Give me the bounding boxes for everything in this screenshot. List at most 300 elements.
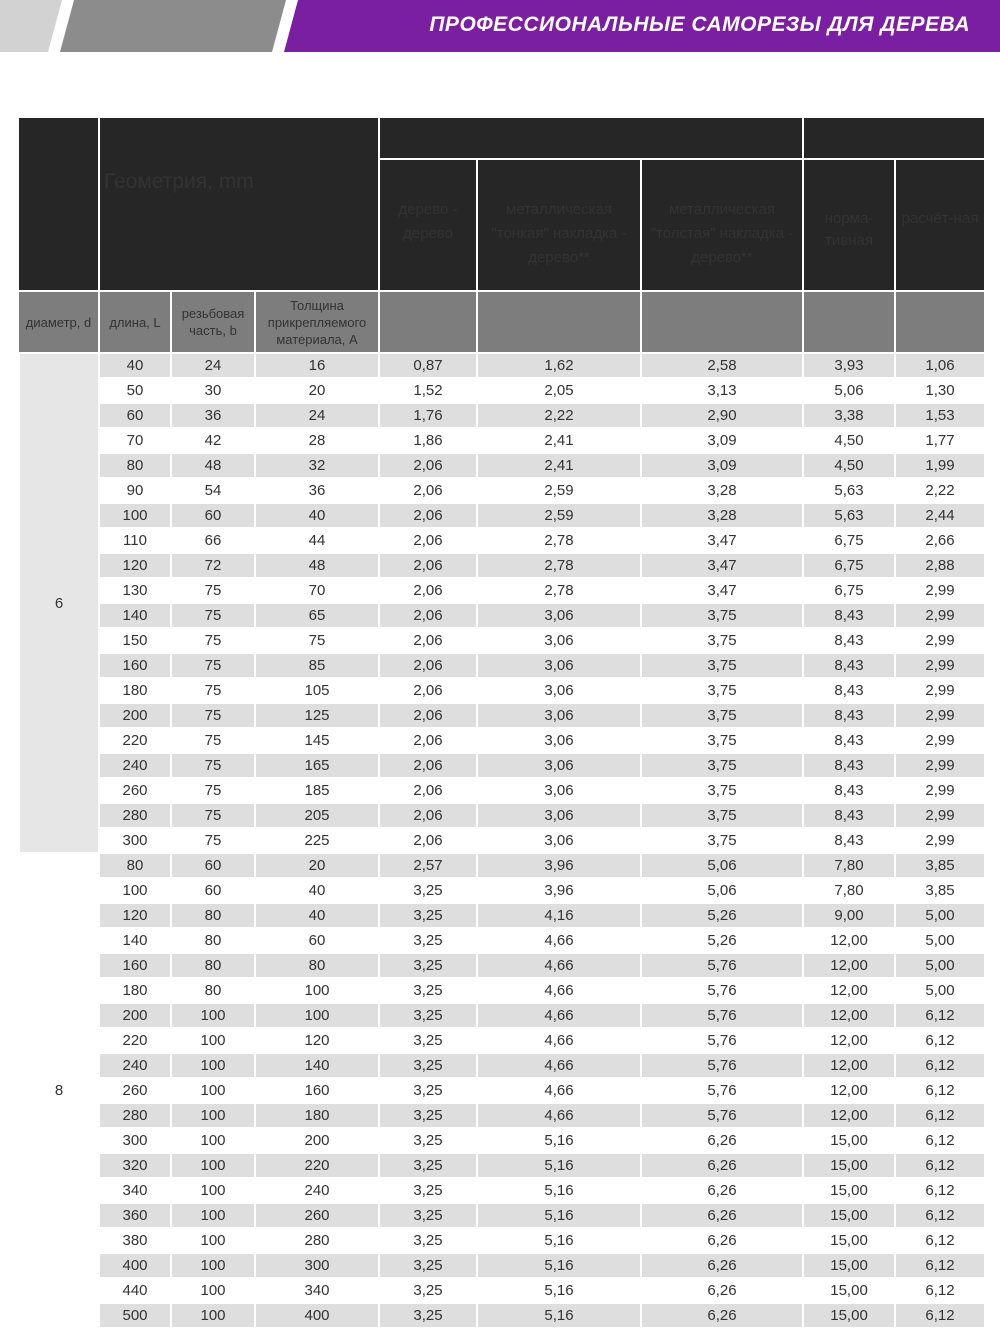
cell-normative: 15,00 <box>803 1253 895 1278</box>
geometry-header: Геометрия, mm <box>99 118 379 291</box>
cell-thickness: 260 <box>255 1203 379 1228</box>
cell-normative: 12,00 <box>803 1003 895 1028</box>
cell-thickness: 20 <box>255 853 379 878</box>
cell-length: 360 <box>99 1203 171 1228</box>
cell-thin-plate: 5,16 <box>477 1178 641 1203</box>
cell-thread: 75 <box>171 628 255 653</box>
col-blank-4 <box>803 291 895 353</box>
cell-calculated: 6,12 <box>895 1128 985 1153</box>
cell-normative: 12,00 <box>803 928 895 953</box>
cell-wood-wood: 2,06 <box>379 828 477 853</box>
cell-thickness: 100 <box>255 1003 379 1028</box>
cell-length: 500 <box>99 1303 171 1328</box>
cell-calculated: 6,12 <box>895 1253 985 1278</box>
cell-thick-plate: 5,06 <box>641 853 803 878</box>
cell-wood-wood: 3,25 <box>379 1078 477 1103</box>
cell-thickness: 16 <box>255 353 379 378</box>
cell-thickness: 105 <box>255 678 379 703</box>
cell-length: 300 <box>99 828 171 853</box>
table-row <box>19 953 985 978</box>
cell-length: 40 <box>99 353 171 378</box>
cell-normative: 4,50 <box>803 428 895 453</box>
cell-thread: 60 <box>171 853 255 878</box>
group-header-left <box>379 118 803 159</box>
cell-calculated: 3,85 <box>895 853 985 878</box>
cell-wood-wood: 3,25 <box>379 1128 477 1153</box>
cell-length: 140 <box>99 928 171 953</box>
cell-wood-wood: 3,25 <box>379 1028 477 1053</box>
cell-normative: 12,00 <box>803 1053 895 1078</box>
cell-thick-plate: 2,90 <box>641 403 803 428</box>
cell-calculated: 2,44 <box>895 503 985 528</box>
cell-wood-wood: 0,87 <box>379 353 477 378</box>
cell-wood-wood: 3,25 <box>379 978 477 1003</box>
cell-thin-plate: 5,16 <box>477 1203 641 1228</box>
cell-thin-plate: 4,66 <box>477 978 641 1003</box>
cell-thin-plate: 5,16 <box>477 1153 641 1178</box>
table-row <box>19 428 985 453</box>
cell-calculated: 6,12 <box>895 1028 985 1053</box>
cell-thin-plate: 3,06 <box>477 753 641 778</box>
cell-normative: 8,43 <box>803 653 895 678</box>
table-row <box>19 703 985 728</box>
col-thin-plate: металлическая "тонкая" накладка - дерево** <box>477 159 641 291</box>
cell-thickness: 400 <box>255 1303 379 1328</box>
table-row <box>19 778 985 803</box>
cell-thread: 100 <box>171 1253 255 1278</box>
table-row <box>19 1303 985 1328</box>
cell-thick-plate: 5,76 <box>641 1078 803 1103</box>
cell-thickness: 65 <box>255 603 379 628</box>
cell-thread: 100 <box>171 1078 255 1103</box>
cell-normative: 8,43 <box>803 678 895 703</box>
table-row <box>19 928 985 953</box>
cell-length: 280 <box>99 1103 171 1128</box>
cell-normative: 7,80 <box>803 853 895 878</box>
cell-calculated: 1,99 <box>895 453 985 478</box>
table-row <box>19 403 985 428</box>
cell-thread: 100 <box>171 1178 255 1203</box>
table-row <box>19 603 985 628</box>
cell-length: 240 <box>99 1053 171 1078</box>
cell-length: 80 <box>99 853 171 878</box>
cell-thick-plate: 6,26 <box>641 1153 803 1178</box>
cell-wood-wood: 2,06 <box>379 453 477 478</box>
cell-normative: 15,00 <box>803 1203 895 1228</box>
cell-length: 50 <box>99 378 171 403</box>
cell-calculated: 2,66 <box>895 528 985 553</box>
cell-thick-plate: 3,09 <box>641 428 803 453</box>
table-row <box>19 1028 985 1053</box>
cell-length: 200 <box>99 703 171 728</box>
cell-normative: 8,43 <box>803 778 895 803</box>
cell-thickness: 340 <box>255 1278 379 1303</box>
cell-thin-plate: 5,16 <box>477 1253 641 1278</box>
cell-thin-plate: 3,06 <box>477 653 641 678</box>
cell-length: 200 <box>99 1003 171 1028</box>
cell-wood-wood: 3,25 <box>379 1278 477 1303</box>
cell-length: 320 <box>99 1153 171 1178</box>
cell-calculated: 6,12 <box>895 1153 985 1178</box>
cell-thickness: 160 <box>255 1078 379 1103</box>
cell-thick-plate: 6,26 <box>641 1128 803 1153</box>
cell-thread: 66 <box>171 528 255 553</box>
table-row <box>19 903 985 928</box>
cell-wood-wood: 2,06 <box>379 478 477 503</box>
cell-thickness: 85 <box>255 653 379 678</box>
col-length: длина, L <box>99 291 171 353</box>
cell-thick-plate: 3,28 <box>641 503 803 528</box>
cell-normative: 3,38 <box>803 403 895 428</box>
cell-thickness: 40 <box>255 503 379 528</box>
cell-thin-plate: 3,06 <box>477 828 641 853</box>
cell-calculated: 1,77 <box>895 428 985 453</box>
cell-thin-plate: 2,78 <box>477 578 641 603</box>
cell-calculated: 6,12 <box>895 1078 985 1103</box>
table-row <box>19 478 985 503</box>
table-row <box>19 1003 985 1028</box>
cell-normative: 6,75 <box>803 553 895 578</box>
cell-calculated: 6,12 <box>895 1228 985 1253</box>
cell-thin-plate: 2,41 <box>477 428 641 453</box>
cell-thin-plate: 2,78 <box>477 528 641 553</box>
col-blank-2 <box>477 291 641 353</box>
cell-thick-plate: 5,76 <box>641 1028 803 1053</box>
cell-wood-wood: 2,57 <box>379 853 477 878</box>
cell-thick-plate: 5,76 <box>641 953 803 978</box>
cell-thick-plate: 6,26 <box>641 1228 803 1253</box>
cell-thick-plate: 6,26 <box>641 1253 803 1278</box>
cell-thread: 42 <box>171 428 255 453</box>
cell-normative: 4,50 <box>803 453 895 478</box>
cell-thick-plate: 3,47 <box>641 578 803 603</box>
cell-wood-wood: 3,25 <box>379 1003 477 1028</box>
cell-thick-plate: 5,76 <box>641 1103 803 1128</box>
col-thick-plate: металлическая "толстая" накладка - дерево** <box>641 159 803 291</box>
col-blank-1 <box>379 291 477 353</box>
cell-length: 180 <box>99 678 171 703</box>
cell-thickness: 20 <box>255 378 379 403</box>
cell-thread: 75 <box>171 678 255 703</box>
cell-thickness: 100 <box>255 978 379 1003</box>
col-normative: норма-тивная <box>803 159 895 291</box>
cell-length: 100 <box>99 503 171 528</box>
table-row <box>19 528 985 553</box>
cell-calculated: 5,00 <box>895 978 985 1003</box>
cell-calculated: 5,00 <box>895 903 985 928</box>
cell-wood-wood: 2,06 <box>379 503 477 528</box>
cell-thickness: 24 <box>255 403 379 428</box>
cell-wood-wood: 3,25 <box>379 1228 477 1253</box>
cell-thickness: 200 <box>255 1128 379 1153</box>
cell-thin-plate: 4,16 <box>477 903 641 928</box>
cell-thick-plate: 2,58 <box>641 353 803 378</box>
table-body <box>19 353 985 1328</box>
cell-wood-wood: 1,86 <box>379 428 477 453</box>
cell-wood-wood: 2,06 <box>379 678 477 703</box>
cell-thin-plate: 5,16 <box>477 1303 641 1328</box>
cell-thickness: 40 <box>255 903 379 928</box>
cell-thin-plate: 3,06 <box>477 778 641 803</box>
cell-wood-wood: 3,25 <box>379 1153 477 1178</box>
cell-normative: 8,43 <box>803 753 895 778</box>
cell-thread: 100 <box>171 1303 255 1328</box>
cell-length: 180 <box>99 978 171 1003</box>
cell-wood-wood: 3,25 <box>379 953 477 978</box>
cell-thickness: 180 <box>255 1103 379 1128</box>
cell-wood-wood: 2,06 <box>379 553 477 578</box>
cell-thickness: 120 <box>255 1028 379 1053</box>
cell-normative: 12,00 <box>803 1103 895 1128</box>
table-row <box>19 878 985 903</box>
cell-normative: 12,00 <box>803 1028 895 1053</box>
diameter-cell: 6 <box>19 353 99 853</box>
cell-thick-plate: 3,75 <box>641 603 803 628</box>
cell-thickness: 48 <box>255 553 379 578</box>
cell-length: 340 <box>99 1178 171 1203</box>
cell-length: 220 <box>99 728 171 753</box>
cell-calculated: 6,12 <box>895 1053 985 1078</box>
cell-thin-plate: 2,41 <box>477 453 641 478</box>
table-row <box>19 828 985 853</box>
cell-thin-plate: 1,62 <box>477 353 641 378</box>
cell-thin-plate: 2,59 <box>477 503 641 528</box>
cell-thread: 75 <box>171 753 255 778</box>
cell-wood-wood: 2,06 <box>379 778 477 803</box>
group-header-right <box>803 118 985 159</box>
cell-calculated: 6,12 <box>895 1103 985 1128</box>
cell-wood-wood: 3,25 <box>379 903 477 928</box>
col-thickness: Толщина прикрепляемого материала, A <box>255 291 379 353</box>
col-diameter: диаметр, d <box>19 291 99 353</box>
cell-length: 60 <box>99 403 171 428</box>
cell-thread: 100 <box>171 1153 255 1178</box>
cell-thread: 100 <box>171 1278 255 1303</box>
cell-thread: 30 <box>171 378 255 403</box>
cell-thickness: 60 <box>255 928 379 953</box>
cell-thick-plate: 3,75 <box>641 753 803 778</box>
cell-thickness: 220 <box>255 1153 379 1178</box>
cell-length: 80 <box>99 453 171 478</box>
cell-thickness: 125 <box>255 703 379 728</box>
table-row <box>19 1253 985 1278</box>
cell-thin-plate: 3,06 <box>477 678 641 703</box>
cell-thickness: 240 <box>255 1178 379 1203</box>
cell-thick-plate: 3,75 <box>641 778 803 803</box>
cell-normative: 8,43 <box>803 728 895 753</box>
cell-calculated: 2,99 <box>895 653 985 678</box>
cell-thickness: 165 <box>255 753 379 778</box>
cell-thin-plate: 2,05 <box>477 378 641 403</box>
cell-normative: 8,43 <box>803 603 895 628</box>
table-row <box>19 1278 985 1303</box>
cell-thick-plate: 3,75 <box>641 678 803 703</box>
cell-thick-plate: 3,47 <box>641 553 803 578</box>
cell-thickness: 205 <box>255 803 379 828</box>
cell-thin-plate: 4,66 <box>477 928 641 953</box>
cell-thick-plate: 3,28 <box>641 478 803 503</box>
cell-thread: 60 <box>171 878 255 903</box>
cell-wood-wood: 3,25 <box>379 1053 477 1078</box>
cell-calculated: 1,06 <box>895 353 985 378</box>
table-row <box>19 1228 985 1253</box>
cell-thin-plate: 3,06 <box>477 628 641 653</box>
cell-normative: 15,00 <box>803 1178 895 1203</box>
cell-thread: 100 <box>171 1203 255 1228</box>
cell-thin-plate: 4,66 <box>477 1078 641 1103</box>
cell-wood-wood: 2,06 <box>379 728 477 753</box>
table-row <box>19 678 985 703</box>
cell-thickness: 300 <box>255 1253 379 1278</box>
cell-thread: 24 <box>171 353 255 378</box>
cell-normative: 6,75 <box>803 528 895 553</box>
table-row <box>19 503 985 528</box>
cell-thread: 75 <box>171 653 255 678</box>
cell-thin-plate: 4,66 <box>477 1003 641 1028</box>
cell-thick-plate: 5,76 <box>641 1053 803 1078</box>
cell-calculated: 2,99 <box>895 753 985 778</box>
cell-calculated: 5,00 <box>895 928 985 953</box>
cell-length: 260 <box>99 1078 171 1103</box>
table-row <box>19 653 985 678</box>
cell-thin-plate: 4,66 <box>477 1028 641 1053</box>
page-title: ПРОФЕССИОНАЛЬНЫЕ САМОРЕЗЫ ДЛЯ ДЕРЕВА <box>429 13 970 36</box>
cell-length: 100 <box>99 878 171 903</box>
cell-thin-plate: 4,66 <box>477 1103 641 1128</box>
table-row <box>19 1078 985 1103</box>
cell-thick-plate: 3,75 <box>641 628 803 653</box>
cell-thick-plate: 3,75 <box>641 728 803 753</box>
cell-thickness: 36 <box>255 478 379 503</box>
table-row <box>19 853 985 878</box>
cell-thick-plate: 3,09 <box>641 453 803 478</box>
cell-wood-wood: 1,52 <box>379 378 477 403</box>
cell-length: 160 <box>99 953 171 978</box>
cell-thick-plate: 3,75 <box>641 653 803 678</box>
cell-wood-wood: 2,06 <box>379 578 477 603</box>
cell-normative: 5,63 <box>803 478 895 503</box>
cell-thickness: 145 <box>255 728 379 753</box>
cell-thickness: 40 <box>255 878 379 903</box>
cell-thin-plate: 2,22 <box>477 403 641 428</box>
cell-thread: 54 <box>171 478 255 503</box>
cell-wood-wood: 2,06 <box>379 803 477 828</box>
cell-thread: 100 <box>171 1228 255 1253</box>
cell-thick-plate: 6,26 <box>641 1203 803 1228</box>
cell-length: 160 <box>99 653 171 678</box>
table-row <box>19 728 985 753</box>
table-row <box>19 1053 985 1078</box>
cell-thread: 75 <box>171 778 255 803</box>
cell-thread: 72 <box>171 553 255 578</box>
cell-thin-plate: 5,16 <box>477 1278 641 1303</box>
cell-thread: 100 <box>171 1028 255 1053</box>
col-wood-wood: дерево - дерево <box>379 159 477 291</box>
cell-thick-plate: 3,47 <box>641 528 803 553</box>
cell-thread: 75 <box>171 828 255 853</box>
col-calculated: расчёт-ная <box>895 159 985 291</box>
cell-thick-plate: 6,26 <box>641 1178 803 1203</box>
cell-thin-plate: 3,06 <box>477 728 641 753</box>
table-row <box>19 378 985 403</box>
cell-normative: 15,00 <box>803 1153 895 1178</box>
cell-thick-plate: 5,76 <box>641 1003 803 1028</box>
table-row <box>19 578 985 603</box>
cell-wood-wood: 3,25 <box>379 1303 477 1328</box>
table-row <box>19 1178 985 1203</box>
cell-normative: 9,00 <box>803 903 895 928</box>
cell-wood-wood: 2,06 <box>379 703 477 728</box>
cell-normative: 15,00 <box>803 1303 895 1328</box>
diameter-cell: 8 <box>19 853 99 1328</box>
cell-calculated: 2,99 <box>895 803 985 828</box>
cell-wood-wood: 3,25 <box>379 1103 477 1128</box>
cell-thread: 100 <box>171 1128 255 1153</box>
cell-length: 120 <box>99 553 171 578</box>
cell-length: 260 <box>99 778 171 803</box>
cell-thread: 80 <box>171 978 255 1003</box>
cell-thickness: 44 <box>255 528 379 553</box>
cell-normative: 8,43 <box>803 628 895 653</box>
cell-wood-wood: 3,25 <box>379 928 477 953</box>
table-row <box>19 1153 985 1178</box>
cell-thick-plate: 5,06 <box>641 878 803 903</box>
cell-normative: 6,75 <box>803 578 895 603</box>
cell-thickness: 185 <box>255 778 379 803</box>
cell-thin-plate: 3,06 <box>477 703 641 728</box>
cell-length: 280 <box>99 803 171 828</box>
cell-thread: 48 <box>171 453 255 478</box>
cell-length: 220 <box>99 1028 171 1053</box>
cell-wood-wood: 3,25 <box>379 1178 477 1203</box>
cell-normative: 12,00 <box>803 953 895 978</box>
cell-calculated: 6,12 <box>895 1303 985 1328</box>
table-row <box>19 1103 985 1128</box>
table-row <box>19 628 985 653</box>
cell-normative: 5,06 <box>803 378 895 403</box>
cell-thin-plate: 4,66 <box>477 1053 641 1078</box>
cell-calculated: 2,99 <box>895 703 985 728</box>
cell-length: 70 <box>99 428 171 453</box>
cell-normative: 5,63 <box>803 503 895 528</box>
spec-table <box>18 118 986 1329</box>
table-row <box>19 553 985 578</box>
table-row <box>19 753 985 778</box>
cell-thick-plate: 6,26 <box>641 1278 803 1303</box>
cell-wood-wood: 2,06 <box>379 628 477 653</box>
table-row <box>19 803 985 828</box>
cell-thread: 80 <box>171 903 255 928</box>
cell-thread: 75 <box>171 728 255 753</box>
cell-wood-wood: 1,76 <box>379 403 477 428</box>
cell-normative: 12,00 <box>803 978 895 1003</box>
cell-length: 240 <box>99 753 171 778</box>
cell-normative: 3,93 <box>803 353 895 378</box>
cell-calculated: 6,12 <box>895 1178 985 1203</box>
table-row <box>19 353 985 378</box>
cell-calculated: 6,12 <box>895 1003 985 1028</box>
cell-normative: 8,43 <box>803 703 895 728</box>
cell-calculated: 2,88 <box>895 553 985 578</box>
cell-calculated: 2,99 <box>895 778 985 803</box>
cell-calculated: 2,99 <box>895 678 985 703</box>
col-blank-3 <box>641 291 803 353</box>
cell-normative: 15,00 <box>803 1128 895 1153</box>
cell-thick-plate: 3,75 <box>641 828 803 853</box>
cell-length: 380 <box>99 1228 171 1253</box>
cell-wood-wood: 2,06 <box>379 603 477 628</box>
cell-thin-plate: 5,16 <box>477 1228 641 1253</box>
